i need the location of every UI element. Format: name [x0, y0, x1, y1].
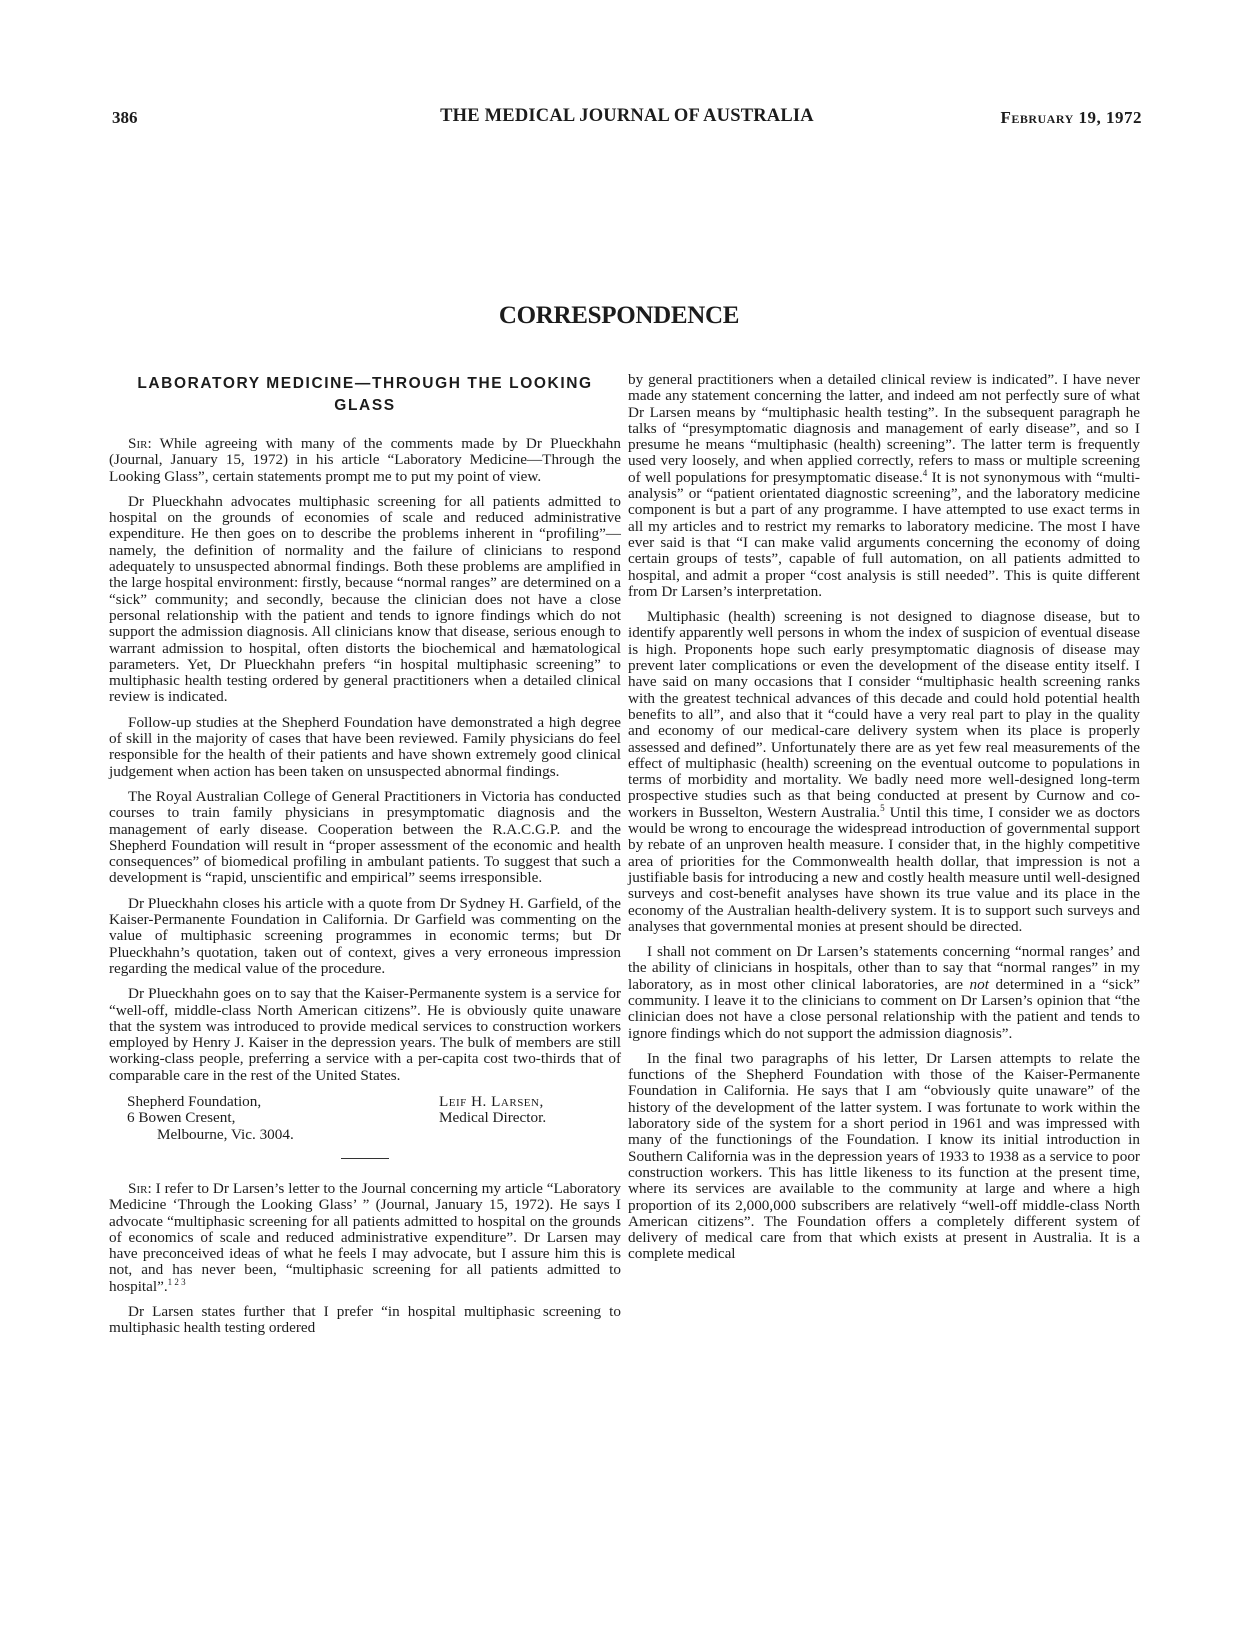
- article-title: LABORATORY MEDICINE—THROUGH THE LOOKING GLASS: [137, 375, 593, 414]
- journal-title: THE MEDICAL JOURNAL OF AUSTRALIA: [440, 106, 814, 126]
- letter1-paragraph: Dr Plueckhahn goes on to say that the Kaiser-Permanente system is a service for “well-off, middle-class North American citizens”. He is obviously quite unaware that the system was introduced to provide medical services to construction workers employed by Henry J. Kaiser in the depression years. The bulk of members are still working-class people, preferring a service with a per-capita cost two-thirds that of comparable care in the rest of the United States.: [109, 985, 621, 1084]
- letter1-paragraph: Sir: While agreeing with many of the comments made by Dr Plueckhahn (Journal, January 15, 1972) in his article “Laboratory Medicine—Through the Looking Glass”, certain statements prompt me to put my point of view.: [109, 435, 621, 485]
- reference-mark: 4: [922, 467, 928, 478]
- salutation: Sir:: [128, 1179, 152, 1197]
- letter1-paragraph: Dr Plueckhahn closes his article with a quote from Dr Sydney H. Garfield, of the Kaiser-Permanente Foundation in California. Dr Garfield was commenting on the value of multiphasic screening programmes in economic terms; but Dr Plueckhahn’s quotation, taken out of context, gives a very erroneous impression regarding the medical value of the procedure.: [109, 894, 621, 977]
- section-title: CORRESPONDENCE: [498, 302, 740, 329]
- letter1-paragraph: Follow-up studies at the Shepherd Foundation have demonstrated a high degree of skill in the majority of cases that have been reviewed. Family physicians do feel responsible for the health of their patients and have shown extremely good clinical judgement when action has been taken on unsuspected abnormal findings.: [109, 713, 621, 780]
- signer-name: Leif H. Larsen,: [439, 1092, 544, 1110]
- reference-marks: 1 2 3: [167, 1276, 186, 1287]
- letter1-paragraph: The Royal Australian College of General Practitioners in Victoria has conducted courses to train family physicians in presymptomatic diagnosis and the management of early disease. Cooperation between the R.A.C.G.P. and the Shepherd Foundation will result in “proper assessment of the economic and health consequences” of biomedical profiling in ambulant patients. To suggest that such a development is “rapid, unscientific and empirical” seems irresponsible.: [109, 787, 621, 887]
- right-column: [628, 372, 1140, 1272]
- signer-block: [439, 1094, 546, 1127]
- emphasis: not: [969, 975, 989, 993]
- letter2-paragraph: by general practitioners when a detailed clinical review is indicated”. I have never made any statement concerning the latter, and indeed am not perfectly sure of what Dr Larsen means by “multiphasic health testing”. In the subsequent paragraph he talks of “presymptomatic diagnosis and management of early disease”, and so I presume he means “multiphasic (health) screening”. The latter term is frequently used very loosely, and when applied correctly, refers to mass or multiple screening of well populations for presymptomatic disease.$^4$ It is not synonymous with “multi-analysis” or “patient orientated diagnostic screening”, and the laboratory medicine component is but a part of any programme. I have attempted to use exact terms in all my articles and to restrict my remarks to laboratory medicine. The most I have ever said is that “I can make valid arguments concerning the economy of doing certain groups of tests”, capable of full automation, on all patients admitted to hospital, and admit a proper “cost analysis is still needed”. This is quite different from Dr Larsen’s interpretation.: [628, 371, 1140, 600]
- left-column: [109, 373, 621, 1346]
- letter-divider: [341, 1158, 389, 1159]
- letter2-paragraph: Sir: I refer to Dr Larsen’s letter to the Journal concerning my article “Laboratory Medicine ‘Through the Looking Glass’ ” (Journal, January 15, 1972). He says I advocate “multiphasic screening for all patients admitted to hospital on the grounds of economics of scale and reduced administrative expenditure”. Dr Larsen may have preconceived ideas of what he feels I may advocate, but I assure him this is not, and has never been, “multiphasic screening for all patients admitted to hospital”.$^{1 2 3}$: [109, 1179, 622, 1295]
- letter2-paragraph: In the final two paragraphs of his letter, Dr Larsen attempts to relate the functions of the Shepherd Foundation with those of the Kaiser-Permanente Foundation in California. He says that I am “obviously quite unaware” of the history of the development of the latter system. I was fortunate to work within the laboratory side of the system for a short period in 1961 and was impressed with many of the functionings of the Foundation. I know its initial introduction in Southern California was in the depression years of 1933 to 1938 as a service to poor construction workers. This has little likeness to its function at the present time, where its services are available to the community at large and where a high proportion of its 2,000,000 subscribers are relatively “well-off middle-class North American citizens”. The Foundation offers a completely different system of delivery of medical care from that which exists at present in Australia. It is a complete medical: [628, 1049, 1140, 1263]
- letter2-paragraph: Dr Larsen states further that I prefer “in hospital multiphasic screening to multiphasic health testing ordered: [109, 1303, 621, 1337]
- page-header: [112, 104, 1142, 134]
- salutation: Sir:: [128, 435, 152, 452]
- signer-title: Medical Director.: [439, 1109, 547, 1127]
- letter1-signature: [109, 1094, 621, 1144]
- letter1-paragraph: Dr Plueckhahn advocates multiphasic screening for all patients admitted to hospital on the grounds of economies of scale and reduced administrative expenditure. He then goes on to describe the problems inherent in “profiling”—namely, the definition of normality and the failure of clinicians to respond adequately to unsuspected abnormal findings. Both these problems are amplified in the large hospital environment: firstly, because “normal ranges” are determined on a “sick” community; and secondly, because the clinician does not have a close personal relationship with the patient and tends to ignore findings which do not support the admission diagnosis. All clinicians know that disease, serious enough to warrant admission to hospital, often distorts the biochemical and hæmatological parameters. Yet, Dr Plueckhahn prefers “in hospital multiphasic screening” to multiphasic health testing ordered by general practitioners when a detailed clinical review is indicated.: [109, 492, 621, 706]
- page-number: 386: [112, 108, 138, 127]
- reference-mark: 5: [880, 802, 885, 813]
- letter2-paragraph: Multiphasic (health) screening is not designed to diagnose disease, but to identify apparently well persons in whom the index of suspicion of eventual disease is high. Proponents hope such early presymptomatic diagnosis of disease may prevent later complications or even the development of the disease entity itself. I have said on many occasions that I consider “multiphasic health screening ranks with the greatest technical advances of this decade and could hold potential health benefits to all”, and also that it “could have a very real part to play in the quality and economy of our medical-care delivery system when its place is properly assessed and defined”. Unfortunately there are as yet few real measurements of the effect of multiphasic (health) screening on the eventual outcome to populations in terms of morbidity and mortality. We badly need more well-designed long-term prospective studies such as that being conducted at present by Curnow and co-workers in Busselton, Western Australia.$^5$ Until this time, I consider we as doctors would be wrong to encourage the widespread introduction of governmental support by rebate of an unproven health measure. I consider that, in the highly competitive area of priorities for the Commonwealth health dollar, that impression is not a justifiable basis for introducing a new and costly health measure until well-designed surveys and cost-benefit analyses have shown its true value and its place in the economy of the Australian health-delivery system. It is to support such surveys and analyses that governmental monies at present should be directed.: [628, 608, 1140, 935]
- sender-address: Shepherd Foundation, 6 Bowen Cresent, Melbourne, Vic. 3004.: [127, 1092, 294, 1143]
- letter2-paragraph: I shall not comment on Dr Larsen’s statements concerning “normal ranges’ and the ability of clinicians in hospitals, other than to say that “normal ranges” in my laboratory, as in most other clinical laboratories, are not determined in a “sick” community. I leave it to the clinicians to comment on Dr Larsen’s opinion that “the clinician does not have a close personal relationship with the patient and tends to ignore findings which do not support the admission diagnosis”.: [628, 943, 1140, 1042]
- issue-date: February 19, 1972: [1000, 108, 1142, 127]
